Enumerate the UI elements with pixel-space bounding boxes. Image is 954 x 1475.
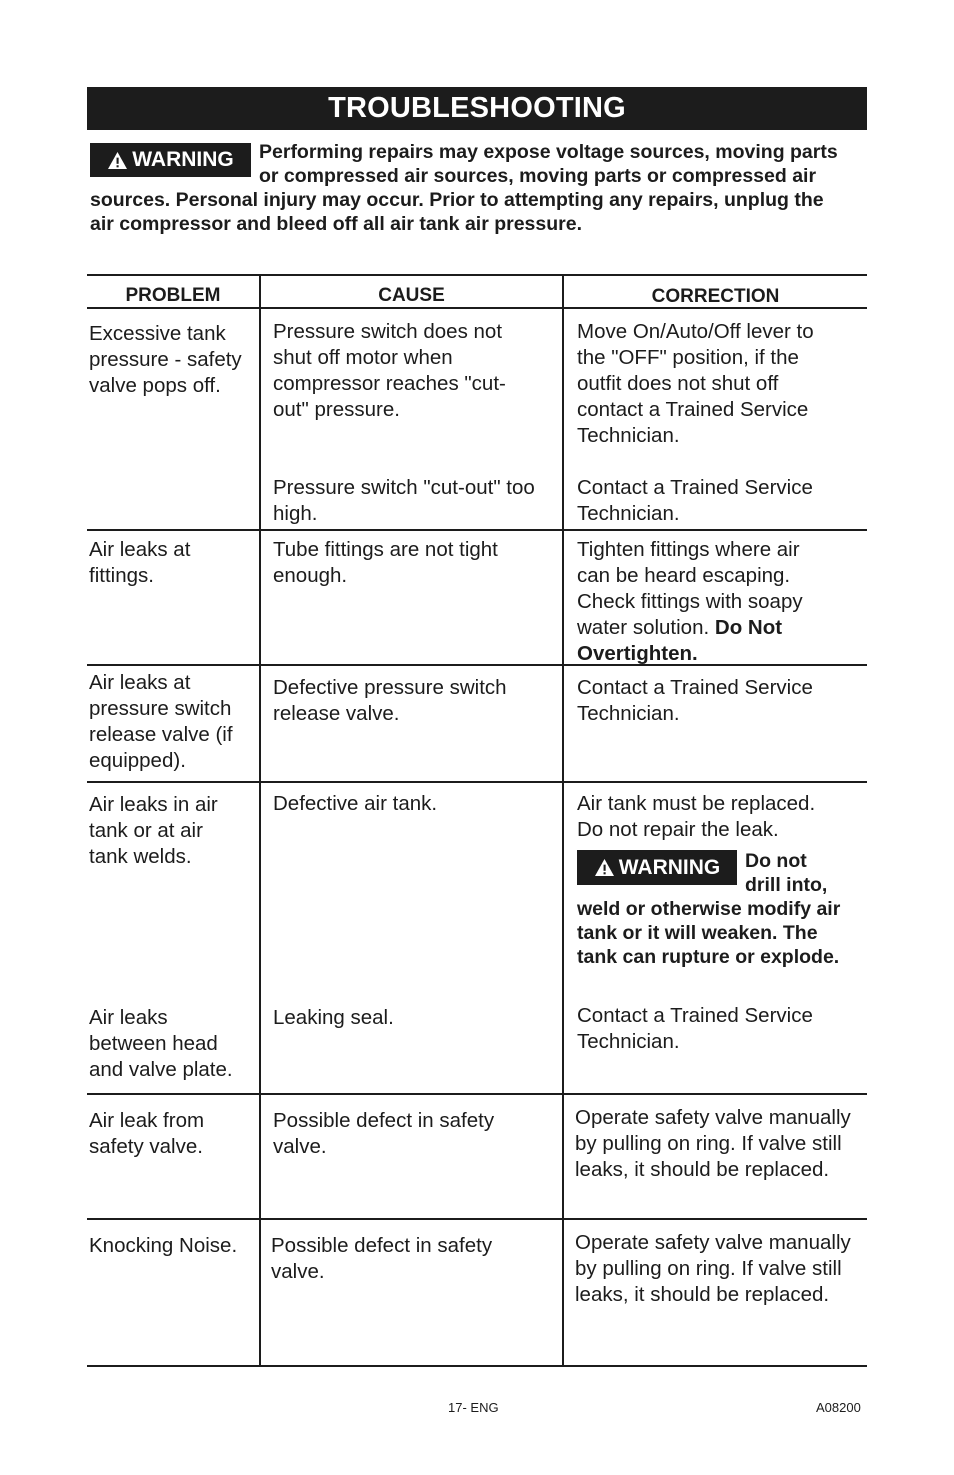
row-divider: [87, 781, 867, 783]
document-code: A08200: [816, 1400, 861, 1415]
top-warning-block: [90, 140, 850, 236]
correction-cell: Contact a Trained Service Technician.: [577, 676, 813, 725]
warning-triangle-icon: [107, 151, 128, 170]
cause-cell: Possible defect in safety valve.: [271, 1234, 493, 1283]
correction-emphasis: Do Not Overtighten.: [577, 616, 783, 665]
row-divider: [87, 529, 867, 531]
page-title: TROUBLESHOOTING: [87, 87, 867, 130]
cause-cell: Leaking seal.: [273, 1006, 394, 1029]
page-number: 17- ENG: [448, 1400, 499, 1415]
cause-cell: Pressure switch "cut-out" too high.: [273, 476, 535, 525]
cause-cell: Pressure switch does not shut off motor when compressor reaches "cut-out" pressure.: [273, 320, 506, 421]
problem-cell: Air leaks at fittings.: [89, 538, 191, 587]
warning-badge: [577, 850, 737, 885]
table-top-rule: [87, 274, 867, 276]
warning-badge: [90, 143, 251, 177]
correction-cell: Operate safety valve manually by pulling on ring. If valve still leaks, it should be replaced.: [575, 1231, 851, 1306]
column-divider: [562, 274, 564, 1367]
table-bottom-rule: [87, 1365, 867, 1367]
correction-cell: Contact a Trained Service Technician.: [577, 1004, 813, 1053]
correction-cell: [577, 537, 827, 667]
correction-cell: Move On/Auto/Off lever to the "OFF" position, if the outfit does not shut off contact a Trained Service Technician.: [577, 320, 814, 447]
correction-text: Tighten fittings where air can be heard escaping. Check fittings with soapy water solution.: [577, 538, 803, 639]
row-divider: [87, 1218, 867, 1220]
problem-cell: Knocking Noise.: [89, 1234, 238, 1257]
correction-cell: Air tank must be replaced. Do not repair the leak.: [577, 792, 816, 841]
cause-cell: Possible defect in safety valve.: [273, 1109, 495, 1158]
header-problem: PROBLEM: [125, 285, 221, 306]
column-divider: [259, 274, 261, 1367]
problem-cell: Air leak from safety valve.: [89, 1109, 205, 1158]
warning-triangle-icon: [594, 858, 615, 877]
warning-text: Do not drill into, weld or otherwise modify air tank or it will weaken. The tank can rupture or explode.: [577, 850, 841, 968]
cause-cell: Defective air tank.: [273, 792, 438, 815]
correction-cell: Operate safety valve manually by pulling on ring. If valve still leaks, it should be replaced.: [575, 1106, 851, 1181]
row-divider: [87, 1093, 867, 1095]
warning-badge-label: WARNING: [618, 855, 721, 879]
warning-badge-label: WARNING: [132, 148, 234, 171]
problem-cell: Air leaks in air tank or at air tank welds.: [89, 793, 218, 868]
cause-cell: Defective pressure switch release valve.: [273, 676, 507, 725]
problem-cell: Excessive tank pressure - safety valve pops off.: [89, 322, 242, 397]
header-correction: CORRECTION: [651, 286, 780, 307]
warning-text: Performing repairs may expose voltage sources, moving parts or compressed air sources, moving parts or compressed air sources. Personal injury may occur. Prior to attempting any repairs, unplug the air compressor and bleed off all air tank air pressure.: [90, 141, 838, 235]
header-cause: CAUSE: [378, 285, 445, 306]
correction-cell: Contact a Trained Service Technician.: [577, 476, 813, 525]
problem-cell: Air leaks between head and valve plate.: [89, 1006, 233, 1081]
tank-warning-block: [577, 849, 847, 969]
cause-cell: Tube fittings are not tight enough.: [273, 538, 498, 587]
problem-cell: Air leaks at pressure switch release valve (if equipped).: [89, 671, 233, 772]
